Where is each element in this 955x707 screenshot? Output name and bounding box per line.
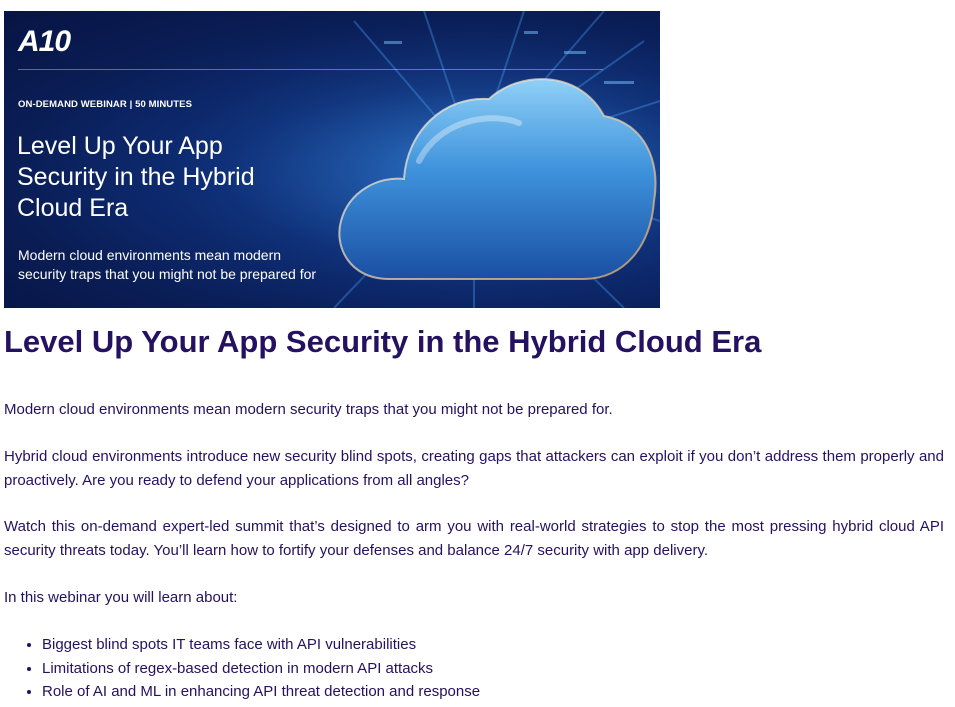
list-item: • Biggest blind spots IT teams face with API vulnerabilities xyxy=(42,633,480,657)
a10-logo: A10 xyxy=(18,25,71,58)
cloud-icon xyxy=(329,61,660,291)
banner-eyebrow: ON-DEMAND WEBINAR | 50 MINUTES xyxy=(18,99,193,110)
learn-about-heading: In this webinar you will learn about: xyxy=(4,589,238,606)
learning-points-list xyxy=(4,633,480,704)
list-item: • Limitations of regex-based detection in modern API attacks xyxy=(42,657,480,681)
body-paragraph-summit: Watch this on-demand expert-led summit that’s designed to arm you with real-world strategies to stop the most pressing hybrid cloud API security threats today. You’ll learn how to fortify your defenses and balance 24/7 security with app delivery. xyxy=(4,518,944,559)
intro-paragraph: Modern cloud environments mean modern security traps that you might not be prepared for. xyxy=(4,401,613,418)
list-item: • Role of AI and ML in enhancing API threat detection and response xyxy=(42,680,480,704)
banner-subtitle: Modern cloud environments mean modern security traps that you might not be prepared for xyxy=(18,247,317,282)
banner-title: Level Up Your App Security in the Hybrid Cloud Era xyxy=(17,132,255,222)
page-title: Level Up Your App Security in the Hybrid Cloud Era xyxy=(4,324,762,359)
body-paragraph-blind-spots: Hybrid cloud environments introduce new security blind spots, creating gaps that attackers can exploit if you don’t address them properly and proactively. Are you ready to defend your applications from all angles? xyxy=(4,448,944,489)
webinar-banner xyxy=(4,11,660,308)
